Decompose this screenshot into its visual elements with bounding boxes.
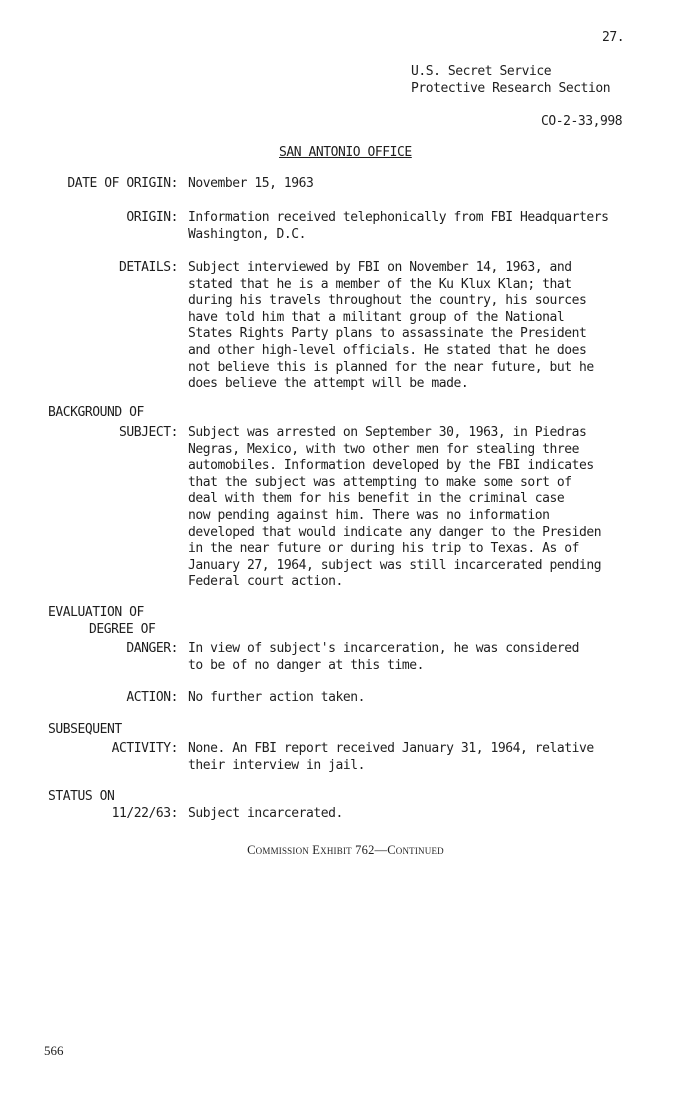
background-label-line2: SUBJECT:: [118, 425, 178, 440]
background-text: [188, 425, 601, 591]
evaluation-label-line3: DANGER:: [126, 641, 178, 656]
evaluation-line: to be of no danger at this time.: [188, 657, 425, 673]
background-line: in the near future or during his trip to Texas. As of: [188, 541, 579, 557]
details-line: stated that he is a member of the Ku Klux Klan; that: [188, 276, 572, 292]
details-line: Subject interviewed by FBI on November 14, 1963, and: [188, 260, 572, 275]
status-label-line2: 11/22/63:: [111, 806, 178, 821]
background-line: now pending against him. There was no information: [188, 507, 550, 523]
details-line: does believe the attempt will be made.: [188, 376, 469, 392]
action-label: ACTION:: [126, 690, 178, 705]
origin-label: ORIGIN:: [126, 210, 178, 225]
subsequent-label-line1: SUBSEQUENT: [48, 722, 122, 737]
background-line: that the subject was attempting to make some sort of: [188, 474, 572, 490]
evaluation-label-line2: DEGREE OF: [89, 622, 156, 637]
origin-line: Washington, D.C.: [188, 226, 307, 242]
details-line: States Rights Party plans to assassinate the President: [188, 326, 587, 342]
subsequent-text: [188, 741, 594, 774]
evaluation-line: In view of subject's incarceration, he was considered: [188, 641, 579, 656]
office-title: SAN ANTONIO OFFICE: [279, 145, 412, 160]
subsequent-line: None. An FBI report received January 31, 1964, relative: [188, 741, 594, 756]
date-of-origin-label: DATE OF ORIGIN:: [67, 176, 178, 191]
details-line: not believe this is planned for the near future, but he: [188, 359, 594, 375]
background-line: Subject was arrested on September 30, 1963, in Piedras: [188, 425, 587, 440]
background-line: Federal court action.: [188, 574, 343, 590]
background-label-line1: BACKGROUND OF: [48, 405, 144, 420]
evaluation-label-line1: EVALUATION OF: [48, 605, 144, 620]
details-line: during his travels throughout the country, his sources: [188, 293, 587, 309]
background-line: Negras, Mexico, with two other men for stealing three: [188, 441, 579, 457]
subsequent-line: their interview in jail.: [188, 757, 366, 773]
background-line: automobiles. Information developed by the FBI indicates: [188, 458, 594, 474]
background-line: deal with them for his benefit in the criminal case: [188, 491, 565, 507]
background-line: developed that would indicate any danger to the Presiden: [188, 524, 602, 540]
background-line: January 27, 1964, subject was still incarcerated pending: [188, 557, 602, 573]
details-label: DETAILS:: [118, 260, 178, 275]
exhibit-caption: Commission Exhibit 762—Continued: [247, 843, 444, 857]
reference-number: CO-2-33,998: [541, 114, 623, 129]
origin-text: [188, 210, 608, 243]
date-of-origin-value: November 15, 1963: [188, 176, 314, 191]
subsequent-label-line2: ACTIVITY:: [111, 741, 178, 756]
details-line: and other high-level officials. He stated that he does: [188, 342, 587, 358]
footer-page-number: 566: [44, 1043, 64, 1058]
action-value: No further action taken.: [188, 690, 366, 705]
page-number: 27.: [602, 30, 625, 45]
details-text: [188, 260, 594, 393]
evaluation-text: [188, 641, 579, 674]
agency-line-1: U.S. Secret Service: [411, 64, 552, 79]
status-value: Subject incarcerated.: [188, 806, 343, 821]
agency-line-2: Protective Research Section: [411, 81, 611, 96]
origin-line: Information received telephonically from FBI Headquarters: [188, 210, 609, 225]
details-line: have told him that a militant group of the National: [188, 309, 565, 325]
status-label-line1: STATUS ON: [48, 789, 115, 804]
